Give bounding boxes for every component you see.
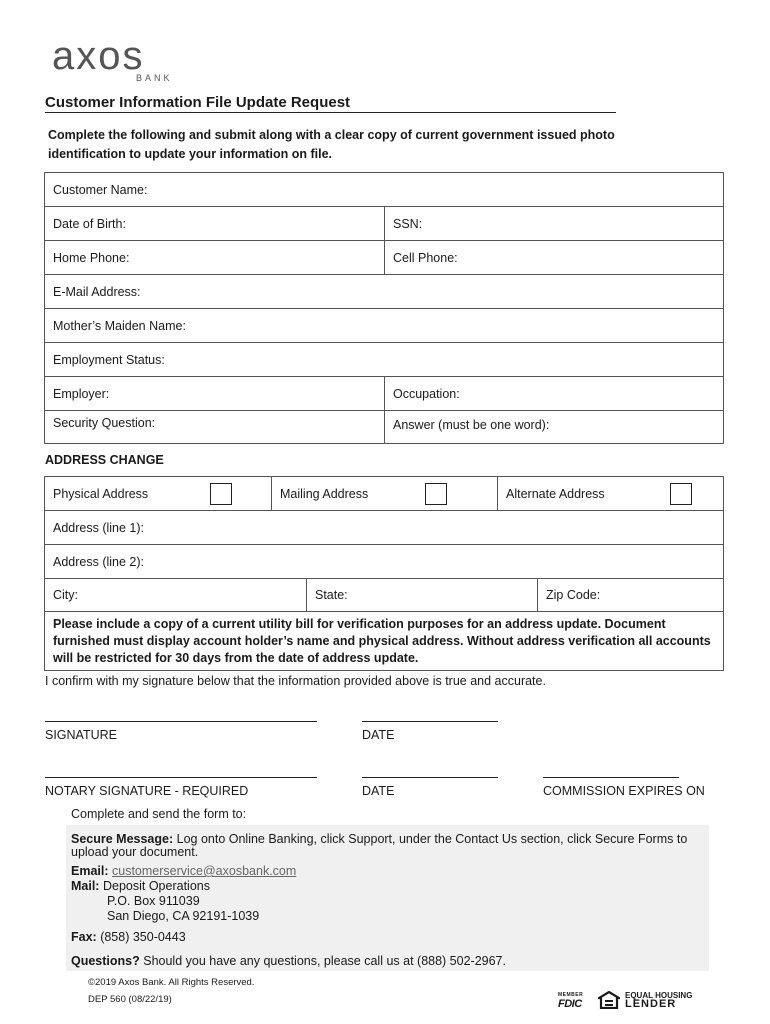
state-label: State: <box>315 588 348 602</box>
email-line <box>71 864 296 879</box>
date-of-birth-field[interactable] <box>45 207 385 240</box>
answer-label: Answer (must be one word): <box>393 418 550 432</box>
security-question-field[interactable] <box>45 411 385 443</box>
date-of-birth-label: Date of Birth: <box>53 216 126 231</box>
send-instructions: Complete and send the form to: <box>71 807 247 821</box>
signature-label: SIGNATURE <box>45 728 117 742</box>
signature-line[interactable] <box>45 721 317 722</box>
commission-expires-line[interactable] <box>543 777 679 778</box>
address-line2-label: Address (line 2): <box>53 554 145 569</box>
mailing-address-label: Mailing Address <box>280 486 369 501</box>
answer-field[interactable] <box>384 411 723 443</box>
physical-address-option <box>45 477 272 510</box>
employment-status-field[interactable] <box>45 343 723 376</box>
copyright: ©2019 Axos Bank. All Rights Reserved. <box>88 977 255 988</box>
secure-message-line-2: upload your document. <box>71 845 199 859</box>
form-id: DEP 560 (08/22/19) <box>88 994 172 1005</box>
email-label: E-Mail Address: <box>53 284 141 299</box>
equal-housing-lender-logo <box>598 990 693 1010</box>
customer-name-field[interactable] <box>45 173 723 206</box>
row-address-note <box>45 612 723 670</box>
ssn-field[interactable] <box>384 207 723 240</box>
row-customer-name <box>45 173 723 207</box>
home-phone-field[interactable] <box>45 241 385 274</box>
logo-subtitle: BANK <box>136 73 173 83</box>
row-city-state-zip <box>45 579 723 612</box>
city-field[interactable] <box>45 579 307 611</box>
axos-bank-logo <box>52 36 192 88</box>
questions-label: Questions? <box>71 954 140 968</box>
equal-housing-text: EQUAL HOUSING <box>625 991 693 1000</box>
employer-field[interactable] <box>45 377 385 410</box>
secure-message-text: Log onto Online Banking, click Support, under the Contact Us section, click Secure Forms to <box>173 832 688 846</box>
row-employer <box>45 377 723 411</box>
security-question-label: Security Question: <box>53 416 156 430</box>
form-title: Customer Information File Update Request <box>45 94 616 113</box>
email-contact-label: Email: <box>71 864 109 878</box>
questions-line <box>71 954 506 969</box>
address-line1-label: Address (line 1): <box>53 520 145 535</box>
employment-status-label: Employment Status: <box>53 352 165 367</box>
row-security <box>45 411 723 443</box>
alternate-address-checkbox[interactable] <box>670 483 692 505</box>
customer-name-label: Customer Name: <box>53 182 148 197</box>
fdic-member-text: MEMBER <box>558 992 584 998</box>
date-line-2[interactable] <box>362 777 498 778</box>
row-employment-status <box>45 343 723 377</box>
form-instructions: Complete the following and submit along with a clear copy of current government issued photo identification to update your information on file. <box>48 128 615 161</box>
customer-info-table <box>44 172 724 444</box>
address-table <box>44 476 724 671</box>
row-address-type <box>45 477 723 511</box>
fdic-logo <box>558 992 588 1010</box>
mailing-address-checkbox[interactable] <box>425 483 447 505</box>
row-phones <box>45 241 723 275</box>
alternate-address-label: Alternate Address <box>506 486 605 501</box>
cell-phone-label: Cell Phone: <box>393 250 458 265</box>
home-phone-label: Home Phone: <box>53 250 130 265</box>
row-email <box>45 275 723 309</box>
fax-line <box>71 930 186 945</box>
mail-label: Mail: <box>71 879 100 893</box>
date-label-1: DATE <box>362 728 395 742</box>
occupation-label: Occupation: <box>393 386 460 401</box>
mail-address-line3: San Diego, CA 92191-1039 <box>107 909 260 923</box>
cell-phone-field[interactable] <box>384 241 723 274</box>
ssn-label: SSN: <box>393 216 423 231</box>
email-field[interactable] <box>45 275 723 308</box>
date-line-1[interactable] <box>362 721 498 722</box>
commission-expires-label: COMMISSION EXPIRES ON <box>543 784 705 798</box>
row-address-line1 <box>45 511 723 545</box>
fax-number: (858) 350-0443 <box>100 930 186 944</box>
mail-address-line1: Deposit Operations <box>102 879 210 893</box>
fax-label: Fax: <box>71 930 97 944</box>
date-label-2: DATE <box>362 784 395 798</box>
row-address-line2 <box>45 545 723 579</box>
employer-label: Employer: <box>53 386 110 401</box>
equal-housing-house-icon <box>598 991 620 1009</box>
address-change-heading: ADDRESS CHANGE <box>45 453 164 467</box>
state-field[interactable] <box>306 579 538 611</box>
mail-address-line2: P.O. Box 911039 <box>107 894 200 908</box>
questions-text: Should you have any questions, please call us at (888) 502-2967. <box>139 954 506 968</box>
contact-info-box <box>66 825 709 971</box>
zip-code-label: Zip Code: <box>546 588 601 602</box>
logo-wordmark: axos <box>52 34 145 78</box>
lender-text: LENDER <box>625 998 677 1010</box>
address-verification-note: Please include a copy of a current utility bill for verification purposes for an address update. Document furnished must display account holder’s name and physical address. Without address verification all accounts will be restricted for 30 days from the date of address update. <box>53 617 711 665</box>
mailing-address-option <box>271 477 498 510</box>
address-line2-field[interactable] <box>45 545 723 578</box>
maiden-name-field[interactable] <box>45 309 723 342</box>
mail-line <box>71 879 210 894</box>
row-maiden-name <box>45 309 723 343</box>
email-link[interactable]: customerservice@axosbank.com <box>112 864 297 878</box>
physical-address-checkbox[interactable] <box>210 483 232 505</box>
occupation-field[interactable] <box>384 377 723 410</box>
notary-signature-line[interactable] <box>45 777 317 778</box>
maiden-name-label: Mother’s Maiden Name: <box>53 318 186 333</box>
secure-message-label: Secure Message: <box>71 832 174 846</box>
row-dob-ssn <box>45 207 723 241</box>
physical-address-label: Physical Address <box>53 486 149 501</box>
fdic-text: FDIC <box>558 998 582 1010</box>
address-line1-field[interactable] <box>45 511 723 544</box>
city-label: City: <box>53 588 78 602</box>
confirmation-statement: I confirm with my signature below that the information provided above is true and accurate. <box>45 674 546 688</box>
notary-signature-label: NOTARY SIGNATURE - REQUIRED <box>45 784 249 798</box>
zip-code-field[interactable] <box>537 579 723 611</box>
